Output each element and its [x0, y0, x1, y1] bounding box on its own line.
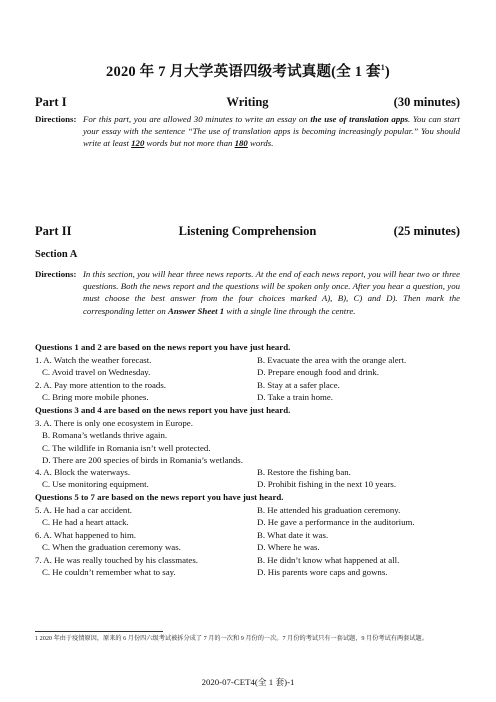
- directions-label: Directions:: [35, 269, 77, 279]
- part2-name: Listening Comprehension: [178, 224, 317, 238]
- part2-label: Part II: [35, 224, 72, 238]
- directions-text: [83, 268, 460, 317]
- question-row: [35, 418, 460, 430]
- option: B. Stay at a safer place.: [257, 380, 340, 390]
- section-a-heading: Section A: [35, 249, 78, 260]
- option: 4. A. Block the waterways.: [35, 467, 131, 477]
- option: 3. A. There is only one ecosystem in Europe.: [35, 418, 193, 428]
- dir-text-2: . You can start your essay with the sentence “The use of translation apps is becoming increasingly popular.” You should write at least: [83, 114, 461, 149]
- option: D. Prohibit fishing in the next 10 years.: [257, 479, 397, 489]
- option: D. His parents wore caps and gowns.: [257, 567, 388, 577]
- footnote: 1 2020 年由于疫情原因，原来的 6 月份四六级考试被拆分成了 7 月的一次和 9 月份的一次。7 月份的考试只有一套试题，9 月份考试有两套试题。: [35, 635, 428, 642]
- part1-label: Part I: [35, 95, 67, 109]
- part2-time: (25 minutes): [393, 224, 460, 238]
- question-row: [35, 567, 460, 579]
- question-group-header: Questions 3 and 4 are based on the news report you have just heard.: [35, 405, 291, 415]
- option: D. Where he was.: [257, 542, 320, 552]
- part1-directions: [35, 113, 460, 150]
- option: B. Evacuate the area with the orange alert.: [257, 355, 407, 365]
- question-row: [35, 467, 460, 479]
- footnote-divider: [35, 631, 163, 632]
- option: C. He couldn’t remember what to say.: [42, 567, 176, 577]
- question-row: [35, 443, 460, 455]
- option: B. Romana’s wetlands thrive again.: [42, 430, 168, 440]
- title-close: ): [384, 64, 390, 80]
- dir-text-1: For this part, you are allowed 30 minutes to write an essay on: [83, 114, 311, 124]
- option: B. What date it was.: [257, 530, 329, 540]
- option: B. He didn’t know what happened at all.: [257, 555, 400, 565]
- option: 2. A. Pay more attention to the roads.: [35, 380, 166, 390]
- question-row: [35, 430, 460, 442]
- question-row: [35, 380, 460, 392]
- dir-max-words: 180: [234, 138, 248, 149]
- part1-name: Writing: [226, 95, 269, 109]
- dir-text-3: words but not more than: [144, 138, 235, 149]
- question-row: [35, 392, 460, 404]
- dir-text-2: with a single line through the centre.: [224, 305, 356, 316]
- option: 5. A. He had a car accident.: [35, 505, 132, 515]
- directions-label: Directions:: [35, 114, 77, 124]
- dir-text-4: words.: [247, 138, 274, 149]
- question-row: [35, 555, 460, 567]
- question-row: [35, 530, 460, 542]
- option: D. Take a train home.: [257, 392, 333, 402]
- question-row: [35, 455, 460, 467]
- option: D. He gave a performance in the auditorium.: [257, 517, 415, 527]
- dir-min-words: 120: [131, 138, 145, 149]
- question-row: [35, 542, 460, 554]
- option: C. When the graduation ceremony was.: [42, 542, 181, 552]
- option: D. Prepare enough food and drink.: [257, 367, 379, 377]
- question-group-header: Questions 5 to 7 are based on the news report you have just heard.: [35, 492, 284, 502]
- part1-time: (30 minutes): [393, 95, 460, 109]
- question-group-header: Questions 1 and 2 are based on the news report you have just heard.: [35, 342, 291, 352]
- option: B. Restore the fishing ban.: [257, 467, 351, 477]
- title-footnote-marker: 1: [380, 63, 385, 73]
- option: C. Use monitoring equipment.: [42, 479, 149, 489]
- title-text: 2020 年 7 月大学英语四级考试真题(全 1 套: [106, 64, 381, 80]
- page-title: [0, 60, 496, 81]
- option: 7. A. He was really touched by his classmates.: [35, 555, 198, 565]
- option: C. The wildlife in Romania isn’t well protected.: [42, 443, 211, 453]
- part2-directions: [35, 268, 460, 317]
- option: B. He attended his graduation ceremony.: [257, 505, 401, 515]
- option: C. Bring more mobile phones.: [42, 392, 149, 402]
- page-number: 2020-07-CET4(全 1 套)-1: [201, 677, 295, 687]
- question-row: [35, 355, 460, 367]
- option: 1. A. Watch the weather forecast.: [35, 355, 152, 365]
- question-row: [35, 367, 460, 379]
- dir-topic: the use of translation apps: [310, 114, 409, 124]
- option: 6. A. What happened to him.: [35, 530, 136, 540]
- directions-text: [83, 113, 460, 150]
- option: C. He had a heart attack.: [42, 517, 129, 527]
- option: C. Avoid travel on Wednesday.: [42, 367, 151, 377]
- question-row: [35, 479, 460, 491]
- dir-answer-sheet: Answer Sheet 1: [167, 305, 225, 316]
- question-row: [35, 517, 460, 529]
- option: D. There are 200 species of birds in Romania’s wetlands.: [42, 455, 243, 465]
- question-row: [35, 505, 460, 517]
- dir-text-1: In this section, you will hear three news reports. At the end of each news report, you will hear two or three questions. Both the news report and the questions will be spoken only once. After you hear a question, you must choose the best answer from the four choices marked A), B), C) and D). Then mark the corresponding letter on: [83, 269, 460, 316]
